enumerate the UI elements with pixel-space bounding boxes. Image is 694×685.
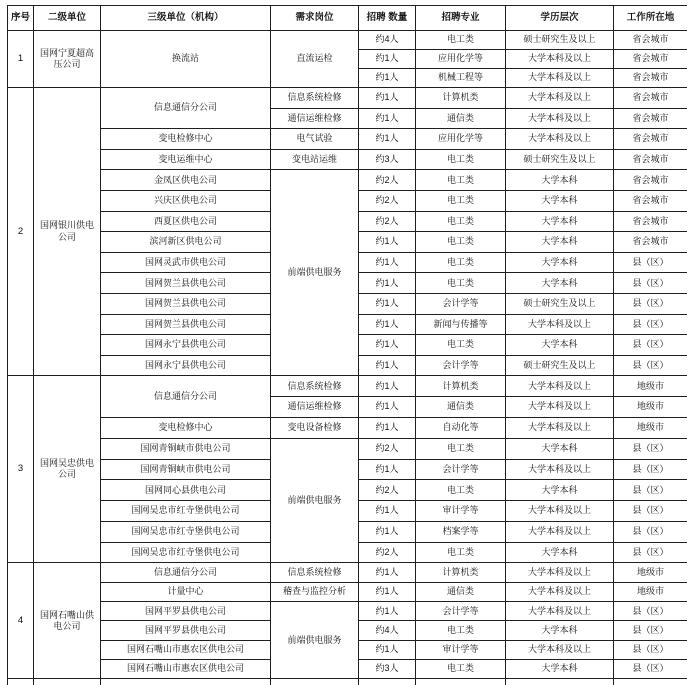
- cell-org: 国网青铜峡市供电公司: [101, 459, 271, 480]
- cell-location: 县（区）: [614, 521, 688, 542]
- cell-major: 计算机类: [416, 88, 506, 109]
- cell-degree: 大学本科及以上: [506, 501, 614, 522]
- cell-post: 前端供电服务: [271, 602, 359, 679]
- cell-degree: [506, 679, 614, 685]
- table-row: [8, 149, 688, 170]
- cell-post: 前端供电服务: [271, 438, 359, 563]
- table-row: [8, 170, 688, 191]
- cell-degree: 大学本科及以上: [506, 459, 614, 480]
- cell-degree: 大学本科及以上: [506, 417, 614, 438]
- cell-degree: 大学本科及以上: [506, 108, 614, 129]
- cell-major: 电工类: [416, 621, 506, 640]
- cell-count: 约4人: [359, 31, 416, 50]
- cell-org: 国网同心县供电公司: [101, 480, 271, 501]
- cell-post: 通信运维检修: [271, 397, 359, 418]
- cell-degree: 大学本科: [506, 170, 614, 191]
- cell-major: 自动化等: [416, 417, 506, 438]
- cell-major: 电工类: [416, 659, 506, 678]
- table-row: [8, 602, 688, 621]
- cell-major: 审计学等: [416, 640, 506, 659]
- cell-seq: 3: [8, 376, 34, 563]
- cell-major: 通信类: [416, 582, 506, 601]
- cell-degree: 大学本科: [506, 542, 614, 563]
- cell-count: 约2人: [359, 190, 416, 211]
- cell-major: 通信类: [416, 397, 506, 418]
- cell-location: 省会城市: [614, 211, 688, 232]
- cell-degree: 大学本科及以上: [506, 50, 614, 69]
- cell-major: 档案学等: [416, 521, 506, 542]
- cell-count: 约1人: [359, 501, 416, 522]
- cell-count: 约1人: [359, 640, 416, 659]
- cell-location: 县（区）: [614, 542, 688, 563]
- recruitment-table: [7, 5, 687, 685]
- cell-org: 国网平罗县供电公司: [101, 602, 271, 621]
- cell-location: 县（区）: [614, 640, 688, 659]
- cell-org: 信息通信分公司: [101, 88, 271, 129]
- table-row: [8, 129, 688, 150]
- cell-location: 地级市: [614, 376, 688, 397]
- cell-location: 县（区）: [614, 501, 688, 522]
- cell-count: 约1人: [359, 563, 416, 582]
- table-row: [8, 438, 688, 459]
- cell-count: 约1人: [359, 88, 416, 109]
- cell-major: 机械工程等: [416, 69, 506, 88]
- cell-location: 县（区）: [614, 480, 688, 501]
- cell-major: 电工类: [416, 252, 506, 273]
- cell-location: 省会城市: [614, 108, 688, 129]
- cell-degree: 大学本科及以上: [506, 397, 614, 418]
- cell-post: 变电站运维: [271, 149, 359, 170]
- cell-degree: 硕士研究生及以上: [506, 149, 614, 170]
- cell-unit: [34, 679, 101, 685]
- column-header: 招聘专业: [416, 6, 506, 31]
- cell-unit: 国网吴忠供电公司: [34, 376, 101, 563]
- cell-location: 县（区）: [614, 621, 688, 640]
- cell-degree: 大学本科及以上: [506, 602, 614, 621]
- column-header: 工作所在地: [614, 6, 688, 31]
- cell-org: [101, 679, 271, 685]
- cell-org: 西夏区供电公司: [101, 211, 271, 232]
- cell-location: 地级市: [614, 582, 688, 601]
- cell-post: 直流运检: [271, 31, 359, 88]
- cell-location: 省会城市: [614, 149, 688, 170]
- cell-major: 新闻与传播等: [416, 314, 506, 335]
- cell-major: 计算机类: [416, 563, 506, 582]
- cell-count: 约2人: [359, 438, 416, 459]
- cell-location: 地级市: [614, 563, 688, 582]
- cell-major: 电工类: [416, 31, 506, 50]
- cell-post: 电气试验: [271, 129, 359, 150]
- cell-location: 县（区）: [614, 273, 688, 294]
- cell-major: 应用化学等: [416, 50, 506, 69]
- cell-major: 电工类: [416, 438, 506, 459]
- cell-count: 约1人: [359, 232, 416, 253]
- clipped-row: [8, 679, 688, 685]
- cell-seq: 1: [8, 31, 34, 88]
- cell-degree: 大学本科: [506, 659, 614, 678]
- cell-org: 国网灵武市供电公司: [101, 252, 271, 273]
- cell-org: 国网石嘴山市惠农区供电公司: [101, 659, 271, 678]
- column-header: 需求岗位: [271, 6, 359, 31]
- cell-location: 省会城市: [614, 31, 688, 50]
- cell-org: 国网吴忠市红寺堡供电公司: [101, 501, 271, 522]
- cell-location: 县（区）: [614, 355, 688, 376]
- cell-major: 电工类: [416, 232, 506, 253]
- cell-post: 前端供电服务: [271, 170, 359, 376]
- column-header: 招聘 数量: [359, 6, 416, 31]
- cell-location: [614, 679, 688, 685]
- cell-org: 国网平罗县供电公司: [101, 621, 271, 640]
- table-body: [8, 31, 688, 685]
- cell-major: 会计学等: [416, 293, 506, 314]
- cell-count: [359, 679, 416, 685]
- cell-major: 审计学等: [416, 501, 506, 522]
- cell-major: 会计学等: [416, 602, 506, 621]
- cell-org: 国网永宁县供电公司: [101, 335, 271, 356]
- cell-post: 通信运维检修: [271, 108, 359, 129]
- cell-degree: 硕士研究生及以上: [506, 293, 614, 314]
- cell-unit: 国网宁夏超高压公司: [34, 31, 101, 88]
- cell-count: 约1人: [359, 293, 416, 314]
- cell-major: 通信类: [416, 108, 506, 129]
- cell-degree: 大学本科: [506, 232, 614, 253]
- cell-major: 计算机类: [416, 376, 506, 397]
- cell-org: 国网贺兰县供电公司: [101, 314, 271, 335]
- cell-location: 县（区）: [614, 459, 688, 480]
- cell-count: 约1人: [359, 582, 416, 601]
- page: [7, 5, 687, 685]
- cell-org: 国网青铜峡市供电公司: [101, 438, 271, 459]
- cell-major: 电工类: [416, 480, 506, 501]
- cell-location: 县（区）: [614, 335, 688, 356]
- table-row: [8, 88, 688, 109]
- table-row: [8, 376, 688, 397]
- cell-degree: 大学本科: [506, 621, 614, 640]
- cell-org: 换流站: [101, 31, 271, 88]
- table-row: [8, 417, 688, 438]
- cell-count: 约1人: [359, 252, 416, 273]
- cell-degree: 硕士研究生及以上: [506, 355, 614, 376]
- cell-count: 约3人: [359, 659, 416, 678]
- cell-location: 省会城市: [614, 190, 688, 211]
- cell-major: 电工类: [416, 170, 506, 191]
- cell-post: [271, 679, 359, 685]
- cell-major: 会计学等: [416, 355, 506, 376]
- cell-org: 信息通信分公司: [101, 563, 271, 582]
- column-header: 三级单位（机构）: [101, 6, 271, 31]
- cell-major: 电工类: [416, 542, 506, 563]
- cell-seq: 4: [8, 563, 34, 679]
- column-header: 学历层次: [506, 6, 614, 31]
- cell-location: 省会城市: [614, 69, 688, 88]
- column-header: 序号: [8, 6, 34, 31]
- cell-degree: 大学本科: [506, 438, 614, 459]
- cell-org: 国网贺兰县供电公司: [101, 293, 271, 314]
- cell-major: 电工类: [416, 190, 506, 211]
- cell-location: 县（区）: [614, 438, 688, 459]
- cell-org: 兴庆区供电公司: [101, 190, 271, 211]
- cell-location: 县（区）: [614, 314, 688, 335]
- cell-unit: 国网石嘴山供电公司: [34, 563, 101, 679]
- cell-degree: 大学本科及以上: [506, 88, 614, 109]
- cell-post: 信息系统检修: [271, 88, 359, 109]
- cell-org: 国网贺兰县供电公司: [101, 273, 271, 294]
- cell-degree: 大学本科及以上: [506, 582, 614, 601]
- cell-location: 地级市: [614, 417, 688, 438]
- cell-count: 约1人: [359, 335, 416, 356]
- cell-degree: 大学本科及以上: [506, 314, 614, 335]
- cell-count: 约3人: [359, 149, 416, 170]
- cell-post: 信息系统检修: [271, 376, 359, 397]
- cell-count: 约1人: [359, 108, 416, 129]
- cell-location: 省会城市: [614, 129, 688, 150]
- cell-post: 变电设备检修: [271, 417, 359, 438]
- cell-count: 约1人: [359, 69, 416, 88]
- cell-org: 计量中心: [101, 582, 271, 601]
- cell-count: 约1人: [359, 273, 416, 294]
- cell-location: 省会城市: [614, 170, 688, 191]
- cell-degree: 大学本科及以上: [506, 521, 614, 542]
- cell-count: 约1人: [359, 314, 416, 335]
- cell-post: 稽查与监控分析: [271, 582, 359, 601]
- cell-major: 会计学等: [416, 459, 506, 480]
- cell-count: 约1人: [359, 50, 416, 69]
- cell-count: 约1人: [359, 417, 416, 438]
- cell-degree: 大学本科及以上: [506, 563, 614, 582]
- cell-degree: 大学本科及以上: [506, 69, 614, 88]
- cell-major: 电工类: [416, 335, 506, 356]
- cell-degree: 大学本科: [506, 190, 614, 211]
- cell-degree: 大学本科: [506, 273, 614, 294]
- cell-seq: [8, 679, 34, 685]
- cell-major: 电工类: [416, 149, 506, 170]
- cell-count: 约1人: [359, 376, 416, 397]
- cell-count: 约1人: [359, 397, 416, 418]
- cell-location: 省会城市: [614, 88, 688, 109]
- cell-org: 国网吴忠市红寺堡供电公司: [101, 521, 271, 542]
- cell-location: 省会城市: [614, 50, 688, 69]
- cell-org: 信息通信分公司: [101, 376, 271, 418]
- cell-location: 县（区）: [614, 293, 688, 314]
- cell-major: 应用化学等: [416, 129, 506, 150]
- cell-org: 国网永宁县供电公司: [101, 355, 271, 376]
- cell-org: 国网石嘴山市惠农区供电公司: [101, 640, 271, 659]
- cell-unit: 国网银川供电公司: [34, 88, 101, 376]
- cell-count: 约1人: [359, 602, 416, 621]
- header-row: [8, 6, 688, 31]
- cell-org: 变电检修中心: [101, 129, 271, 150]
- cell-count: 约2人: [359, 211, 416, 232]
- cell-count: 约1人: [359, 129, 416, 150]
- cell-degree: 大学本科: [506, 335, 614, 356]
- cell-degree: 大学本科: [506, 252, 614, 273]
- cell-degree: 大学本科: [506, 480, 614, 501]
- cell-count: 约1人: [359, 459, 416, 480]
- cell-major: [416, 679, 506, 685]
- cell-post: 信息系统检修: [271, 563, 359, 582]
- cell-count: 约2人: [359, 542, 416, 563]
- cell-degree: 大学本科及以上: [506, 640, 614, 659]
- cell-degree: 硕士研究生及以上: [506, 31, 614, 50]
- cell-org: 变电检修中心: [101, 417, 271, 438]
- cell-org: 滨河新区供电公司: [101, 232, 271, 253]
- cell-org: 金凤区供电公司: [101, 170, 271, 191]
- cell-degree: 大学本科及以上: [506, 376, 614, 397]
- cell-count: 约2人: [359, 170, 416, 191]
- cell-major: 电工类: [416, 273, 506, 294]
- cell-location: 县（区）: [614, 252, 688, 273]
- cell-org: 国网吴忠市红寺堡供电公司: [101, 542, 271, 563]
- cell-count: 约1人: [359, 521, 416, 542]
- cell-location: 地级市: [614, 397, 688, 418]
- cell-degree: 大学本科及以上: [506, 129, 614, 150]
- cell-count: 约2人: [359, 480, 416, 501]
- cell-count: 约4人: [359, 621, 416, 640]
- cell-count: 约1人: [359, 355, 416, 376]
- cell-location: 省会城市: [614, 232, 688, 253]
- cell-location: 县（区）: [614, 659, 688, 678]
- cell-location: 县（区）: [614, 602, 688, 621]
- column-header: 二级单位: [34, 6, 101, 31]
- cell-major: 电工类: [416, 211, 506, 232]
- table-row: [8, 582, 688, 601]
- cell-seq: 2: [8, 88, 34, 376]
- table-row: [8, 563, 688, 582]
- cell-degree: 大学本科: [506, 211, 614, 232]
- cell-org: 变电运维中心: [101, 149, 271, 170]
- table-row: [8, 31, 688, 50]
